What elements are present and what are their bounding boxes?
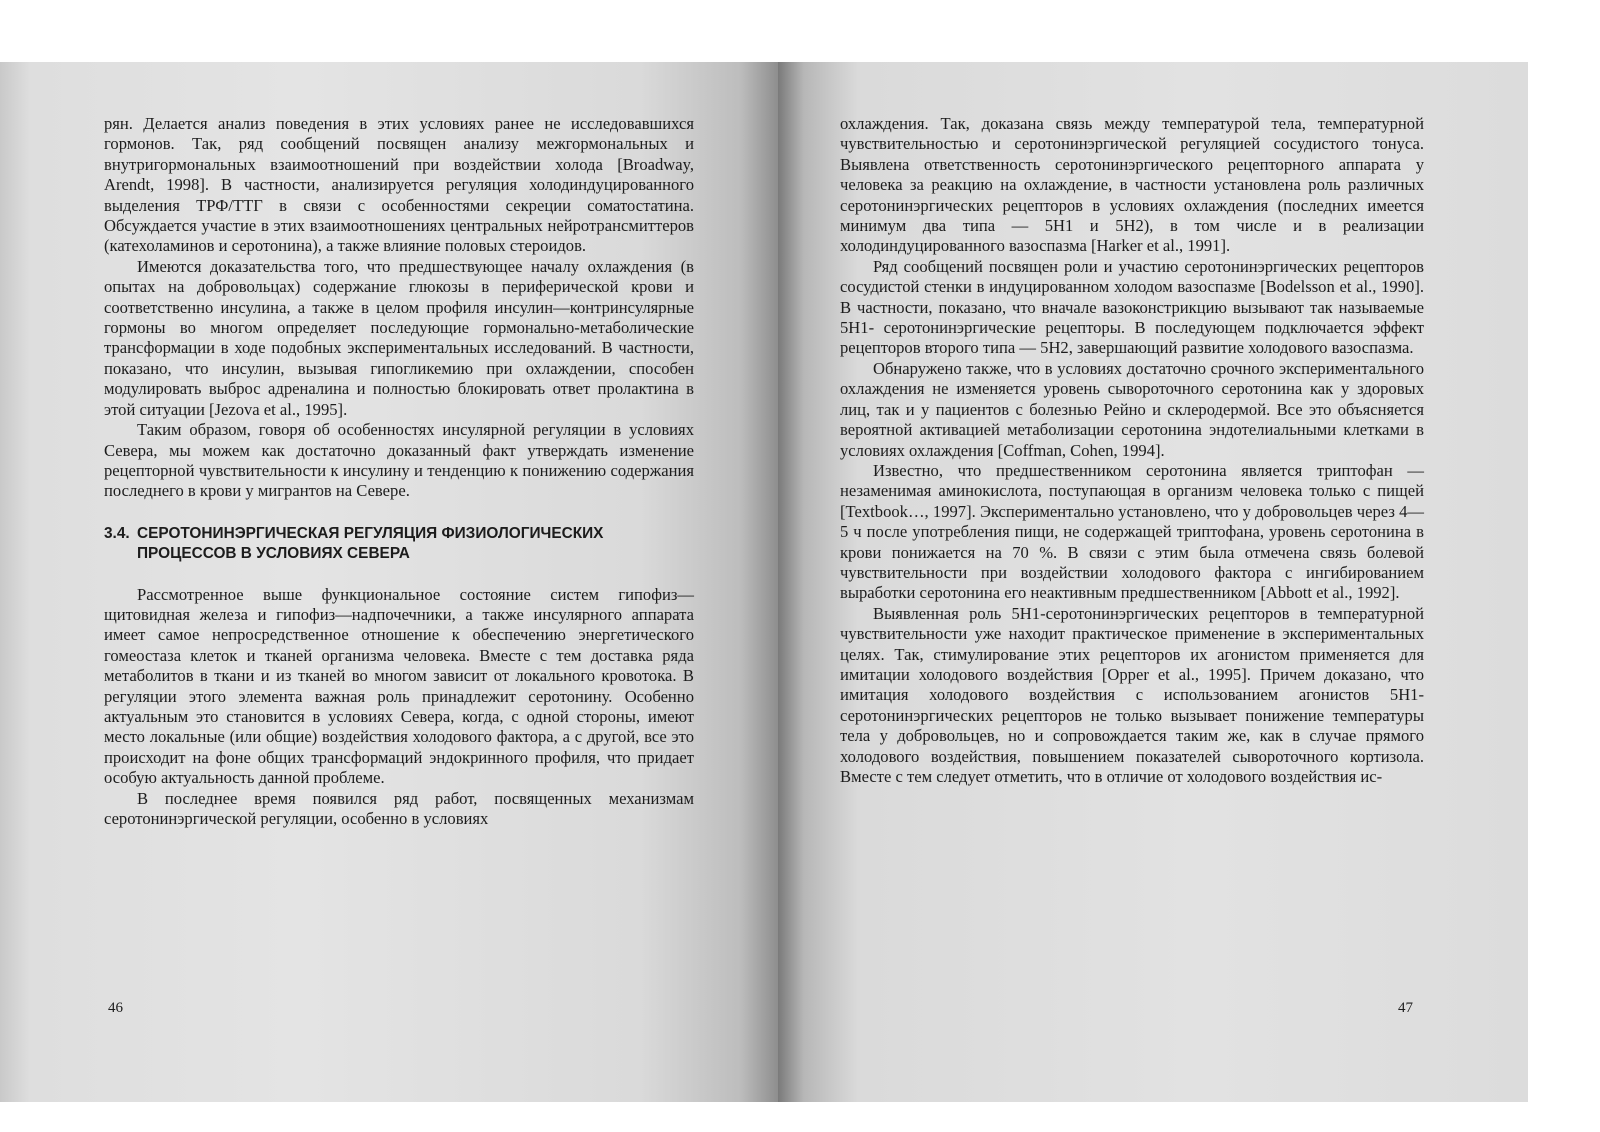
paragraph: Рассмотренное выше функциональное состояние систем гипофиз—щитовидная железа и гипофиз—надпочечники, а также инсулярного аппарата имеет самое непросредственное отношение к обеспечению энергетического гомеостаза клеток и тканей организма человека. Вместе с тем доставка ряда метаболитов в ткани и из тканей во многом зависит от локального кровотока. В регуляции этого элемента важная роль принадлежит серотонину. Особенно актуальным это становится в условиях Севера, когда, с одной стороны, имеют место локальные (или общие) воздействия холодового фактора, а с другой, все это происходит на фоне общих трансформаций эндокринного профиля, что придает особую актуальность данной проблеме. [104,584,694,788]
paragraph: Имеются доказательства того, что предшествующее началу охлаждения (в опытах на добровольцах) содержание глюкозы в периферической крови и соответственно инсулина, а также в целом профиля инсулин—контринсулярные гормоны во многом определяет последующие гормонально-метаболические трансформации в ходе подобных экспериментальных исследований. В частности, показано, что инсулин, вызывая гипогликемию при охлаждении, способен модулировать выброс адреналина и полностью блокировать ответ пролактина в этой ситуации [Jezova et al., 1995]. [104,256,694,419]
section-heading [104,524,694,565]
paragraph: рян. Делается анализ поведения в этих условиях ранее не исследовавшихся гормонов. Так, ряд сообщений посвящен анализу межгормональных и внутригормональных взаимоотношений при воздействии холода [Broadway, Arendt, 1998]. В частности, анализируется регуляция холодиндуцированного выделения ТРФ/ТТГ в связи с особенностями секреции соматостатина. Обсуждается участие в этих взаимоотношениях центральных нейротрансмиттеров (катехоламинов и серотонина), а также влияние половых стероидов. [104,114,694,256]
paragraph: Выявленная роль 5Н1-серотонинэргических рецепторов в температурной чувствительности уже находит практическое применение в экспериментальных целях. Так, стимулирование этих рецепторов их агонистом применяется для имитации холодового воздействия [Opper et al., 1995]. Причем доказано, что имитация холодового воздействия с использованием агонистов 5Н1- серотонинэргических рецепторов не только вызывает понижение температуры тела у добровольцев, но и сопровождается таким же, как в случае прямого холодового воздействия, повышением показателей сывороточного кортизола. Вместе с тем следует отметить, что в отличие от холодового воздействия ис- [840,603,1424,786]
left-page [0,62,778,1102]
left-text-column [104,114,694,829]
right-page [778,62,1528,1102]
paragraph: В последнее время появился ряд работ, посвященных механизмам серотонинэргической регуляции, особенно в условиях [104,788,694,828]
page-number: 47 [1398,1000,1413,1016]
page-number: 46 [108,1000,123,1016]
section-number: 3.4. [104,524,130,542]
book-spread [0,62,1528,1102]
right-text-column [840,114,1424,787]
paragraph: Известно, что предшественником серотонина является триптофан — незаменимая аминокислота, поступающая в организм человека только с пищей [Textbook…, 1997]. Экспериментально установлено, что у добровольцев через 4—5 ч после употребления пищи, не содержащей триптофана, уровень серотонина в крови понижается на 70 %. В связи с этим была отмечена связь болевой чувствительности при воздействии холодового фактора с ингибированием выработки серотонина его неактивным предшественником [Abbott et al., 1992]. [840,460,1424,603]
paragraph: Ряд сообщений посвящен роли и участию серотонинэргических рецепторов сосудистой стенки в индуцированном холодом вазоспазме [Bodelsson et al., 1990]. В частности, показано, что вначале вазоконстрикцию вызывают так называемые 5Н1- серотонинэргические рецепторы. В последующем подключается эффект рецепторов второго типа — 5Н2, завершающий развитие холодового вазоспазма. [840,256,1424,358]
section-title: СЕРОТОНИНЭРГИЧЕСКАЯ РЕГУЛЯЦИЯ ФИЗИОЛОГИЧЕСКИХ ПРОЦЕССОВ В УСЛОВИЯХ СЕВЕРА [137,524,604,563]
paragraph: Обнаружено также, что в условиях достаточно срочного экспериментального охлаждения не изменяется уровень сывороточного серотонина как у здоровых лиц, так и у пациентов с болезнью Рейно и склеродермой. Все это объясняется вероятной активацией метаболизации серотонина эндотелиальными клетками в условиях охлаждения [Coffman, Cohen, 1994]. [840,358,1424,460]
paragraph: Таким образом, говоря об особенностях инсулярной регуляции в условиях Севера, мы можем как достаточно доказанный факт утверждать изменение рецепторной чувствительности к инсулину и тенденцию к понижению содержания последнего в крови у мигрантов на Севере. [104,420,694,501]
paragraph: охлаждения. Так, доказана связь между температурой тела, температурной чувствительностью и серотонинэргической регуляцией сосудистого тонуса. Выявлена ответственность серотонинэргического рецепторного аппарата у человека за реакцию на охлаждение, в частности установлена роль различных серотонинэргических рецепторов в условиях охлаждения (последних имеется минимум два типа — 5Н1 и 5Н2), в том числе и в реализации холодиндуцированного вазоспазма [Harker et al., 1991]. [840,114,1424,256]
